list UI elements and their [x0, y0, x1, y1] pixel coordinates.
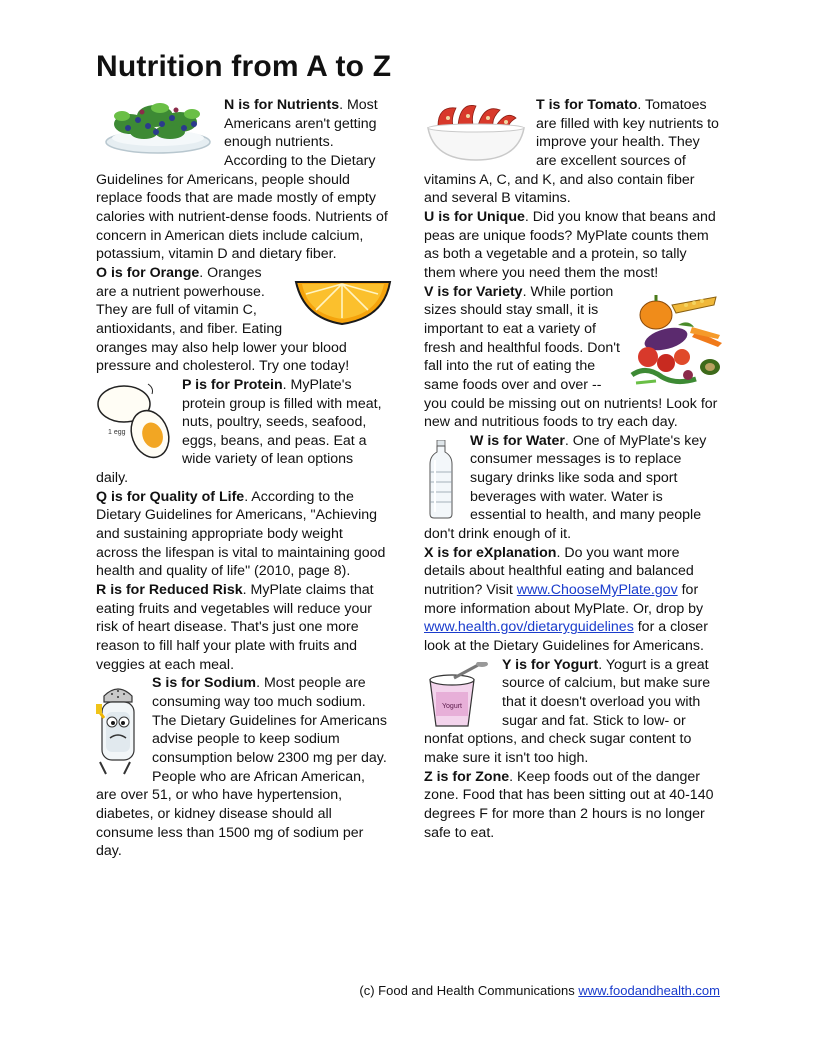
entry-x [424, 544, 722, 656]
entry-x-body-3: for a closer look at the Dietary Guidelines for Americans. [424, 619, 708, 655]
entry-n-body: . Most Americans aren't getting enough nutrients. According to the Dietary Guidelines for Americans, people should replace foods that are made mostly of empty calories with nutrient-dense foods. Nutrients of concern in American diets include calcium, potassium, vitamin D and dietary fiber. [96, 97, 388, 263]
entry-x-body-1: . Do you want more details about healthful eating and balanced nutrition? Visit [424, 544, 694, 599]
chooseMyPlate-link[interactable]: www.ChooseMyPlate.gov [516, 582, 678, 599]
salt-shaker-image [96, 682, 140, 776]
dietary-guidelines-link[interactable]: www.health.gov/dietaryguidelines [424, 619, 634, 636]
entry-s-body: . Most people are consuming way too much sodium. The Dietary Guidelines for Americans advise people to keep sodium consumption below 2300 mg per day. People who are African American, are over 51, or who have hypertension, diabetes, or kidney disease should all consume less than 1500 mg of sodium per day. [96, 675, 387, 860]
vegetables-image [626, 291, 726, 391]
entry-o-body: . Oranges are a nutrient powerhouse. They are full of vitamin C, antioxidants, and fiber. Eating oranges may also help lower your blood pressure and cholesterol. Try one today! [96, 264, 350, 375]
entry-u [424, 208, 722, 283]
page-title: Nutrition from A to Z [96, 50, 392, 83]
entry-q-heading: Q is for Quality of Life [96, 488, 245, 505]
entry-o-heading: O is for Orange [96, 264, 200, 281]
entry-w-body: . One of MyPlate's key consumer messages is to replace sugary drinks like soda and sport beverages with water. Water is essential to health, and many people don't drink enough of it. [424, 432, 707, 543]
entry-z-body: . Keep foods out of the danger zone. Food that has been sitting out at 40-140 degrees F for more than 2 hours is no longer safe to eat. [424, 768, 714, 841]
entry-w-heading: W is for Water [470, 432, 565, 449]
entry-x-body-2: for more information about MyPlate. Or, drop by [424, 582, 704, 617]
footer-link[interactable]: www.foodandhealth.com [578, 983, 720, 998]
egg-label: 1 egg [108, 428, 126, 436]
entry-n-heading: N is for Nutrients [224, 97, 340, 113]
entry-r-heading: R is for Reduced Risk [96, 582, 243, 599]
left-column [96, 96, 388, 861]
entry-v-heading: V is for Variety [424, 283, 523, 300]
entry-q-body: . According to the Dietary Guidelines for Americans, "Achieving and sustaining appropriate body weight across the lifespan is vital to maintaining good health and quality of life" (2010, page 8). [96, 488, 386, 580]
orange-image [292, 270, 394, 328]
entry-z-heading: Z is for Zone [424, 768, 510, 785]
egg-image [96, 378, 174, 462]
footer [96, 983, 720, 998]
right-column [424, 96, 722, 842]
entry-q [96, 488, 388, 581]
entry-y-body: . Yogurt is a great source of calcium, but make sure that it doesn't overload you with sugar and fat. Stick to low- or nonfat options, and check sugar content to make sure it isn't too high. [424, 656, 711, 766]
entry-z [424, 768, 722, 843]
entry-x-heading: X is for eXplanation [424, 544, 557, 561]
entry-r [96, 581, 388, 674]
entry-t-heading: T is for Tomato [536, 97, 638, 113]
entry-y-heading: Y is for Yogurt [502, 656, 599, 673]
footer-text: (c) Food and Health Communications [359, 983, 579, 998]
yogurt-image [424, 662, 494, 728]
tomato-bowl-image [424, 98, 528, 162]
entry-s-heading: S is for Sodium [152, 675, 257, 692]
entry-u-body: . Did you know that beans and peas are unique foods? MyPlate counts them as both a vegetable and a protein, so tally them where you need them the most! [424, 208, 716, 281]
entry-r-body: . MyPlate claims that eating fruits and vegetables will reduce your risk of heart disease. That's just one more reason to fill half your plate with fruits and veggies at each meal. [96, 582, 374, 673]
entry-w [424, 432, 722, 544]
yogurt-label: Yogurt [442, 702, 462, 710]
water-bottle-image [426, 440, 456, 520]
entry-t-body: . Tomatoes are filled with key nutrients to improve your health. They are excellent sources of vitamins A, C, and K, and also contain fiber and several B vitamins. [424, 97, 719, 207]
entry-v-body: . While portion sizes should stay small, it is important to eat a variety of fresh and healthful foods. Don't fall into the rut of eating the same foods over and over -- you could be missing out on nutrients! Look for new and nutritious foods to try each day. [424, 283, 718, 431]
salad-image [100, 98, 214, 156]
entry-p-heading: P is for Protein [182, 376, 283, 393]
entry-u-heading: U is for Unique [424, 208, 525, 225]
entry-p-body: . MyPlate's protein group is filled with meat, nuts, poultry, seeds, seafood, eggs, beans, and peas. Eat a wide variety of lean options daily. [96, 376, 382, 487]
